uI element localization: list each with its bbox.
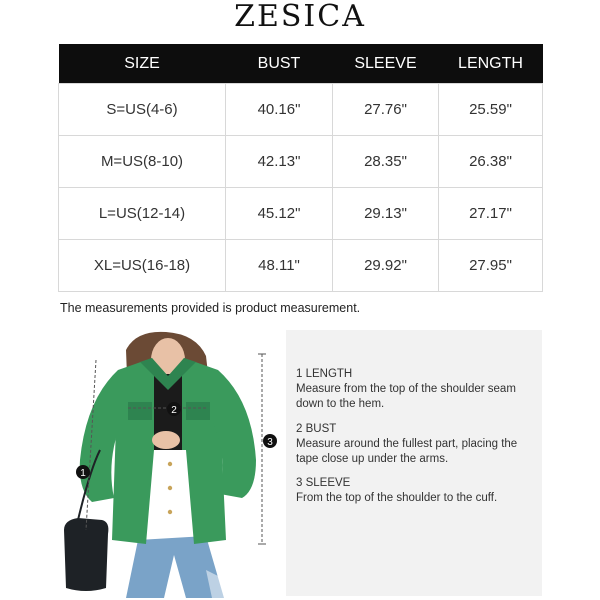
size-chart-table xyxy=(58,44,543,292)
instruction-title: 2 BUST xyxy=(296,423,337,435)
table-row xyxy=(59,240,543,292)
instruction-desc: Measure from the top of the shoulder seam down to the hem. xyxy=(296,383,516,410)
cell-bust: 40.16" xyxy=(226,84,333,136)
cell-sleeve: 29.13" xyxy=(333,188,439,240)
svg-text:3: 3 xyxy=(267,437,273,448)
cell-length: 25.59" xyxy=(439,84,543,136)
marker-length xyxy=(76,465,90,479)
table-row xyxy=(59,84,543,136)
cell-size: M=US(8-10) xyxy=(59,136,226,188)
marker-bust xyxy=(167,402,181,416)
header-bust: BUST xyxy=(226,44,333,84)
svg-text:1: 1 xyxy=(80,468,86,479)
header-length: LENGTH xyxy=(439,44,543,84)
cell-bust: 45.12" xyxy=(226,188,333,240)
cell-length: 27.95" xyxy=(439,240,543,292)
svg-text:2: 2 xyxy=(171,405,177,416)
instruction-title: 3 SLEEVE xyxy=(296,477,351,489)
table-row xyxy=(59,136,543,188)
marker-sleeve xyxy=(263,434,277,448)
instruction-sleeve xyxy=(296,476,536,506)
cell-sleeve: 27.76" xyxy=(333,84,439,136)
cell-sleeve: 29.92" xyxy=(333,240,439,292)
instruction-title: 1 LENGTH xyxy=(296,368,353,380)
measurement-note: The measurements provided is product measurement. xyxy=(60,301,361,315)
table-row xyxy=(59,188,543,240)
cell-size: L=US(12-14) xyxy=(59,188,226,240)
model-photo xyxy=(56,330,278,598)
cell-size: S=US(4-6) xyxy=(59,84,226,136)
instruction-desc: From the top of the shoulder to the cuff. xyxy=(296,492,498,504)
instruction-bust xyxy=(296,422,536,467)
header-sleeve: SLEEVE xyxy=(333,44,439,84)
instruction-desc: Measure around the fullest part, placing the tape close up under the arms. xyxy=(296,438,518,465)
cell-size: XL=US(16-18) xyxy=(59,240,226,292)
table-header-row xyxy=(59,44,543,84)
cell-bust: 42.13" xyxy=(226,136,333,188)
measurement-instructions-panel xyxy=(286,330,542,596)
cell-bust: 48.11" xyxy=(226,240,333,292)
instruction-length xyxy=(296,367,536,412)
header-size: SIZE xyxy=(59,44,226,84)
brand-logo: ZESICA xyxy=(234,0,366,34)
cell-length: 26.38" xyxy=(439,136,543,188)
cell-sleeve: 28.35" xyxy=(333,136,439,188)
cell-length: 27.17" xyxy=(439,188,543,240)
